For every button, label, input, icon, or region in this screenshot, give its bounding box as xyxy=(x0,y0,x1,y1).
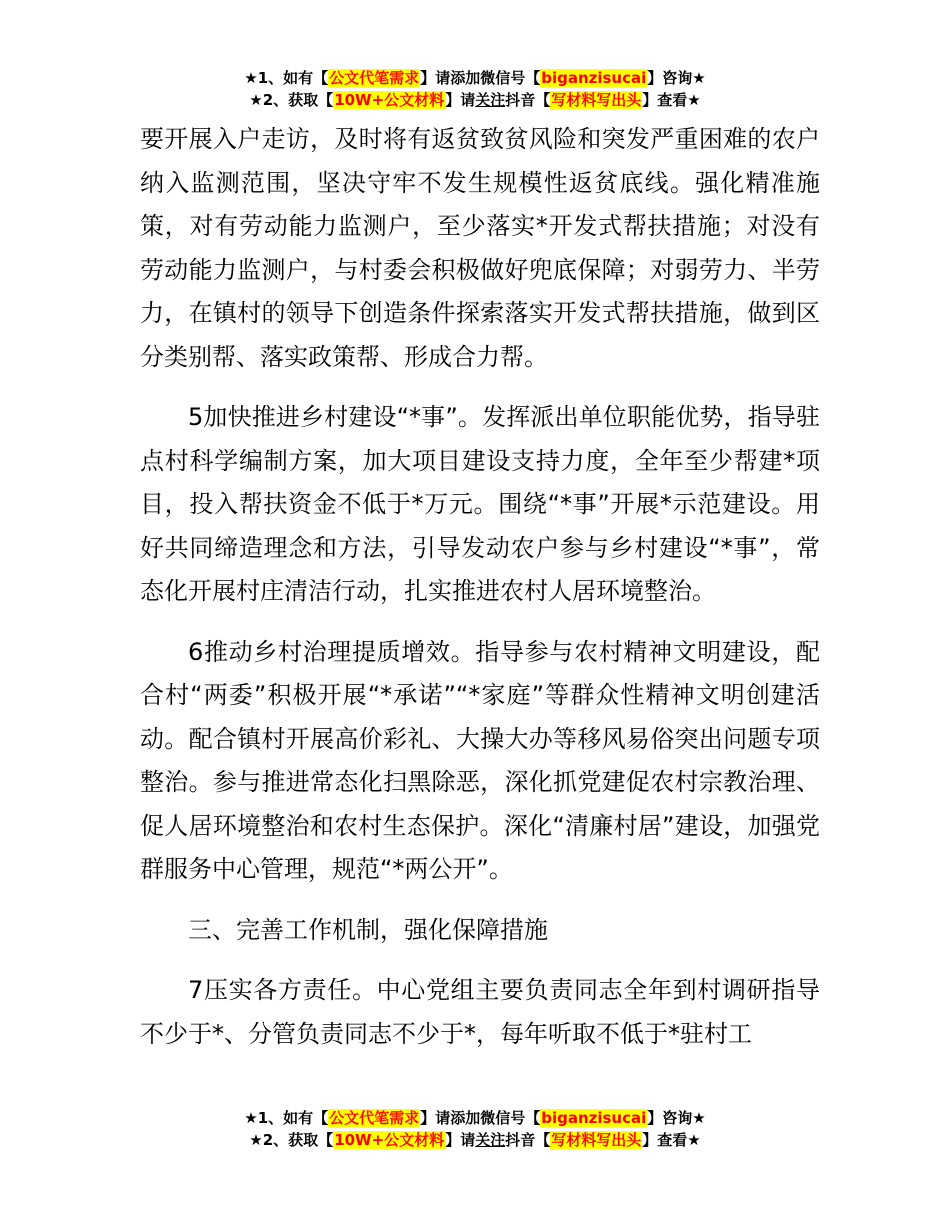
banner-text: ★1、如有【 xyxy=(244,1109,329,1127)
paragraph-7: 7压实各方责任。中心党组主要负责同志全年到村调研指导不少于*、分管负责同志不少于*，每年听取不低于*驻村工 xyxy=(140,976,820,1048)
banner-line-2 xyxy=(0,89,950,111)
banner-text: 】咨询★ xyxy=(647,69,706,87)
banner-line-2 xyxy=(0,1129,950,1151)
footer-banner xyxy=(0,1107,950,1151)
section-heading: 三、完善工作机制，强化保障措施 xyxy=(188,915,548,944)
banner-text: 抖音【 xyxy=(505,91,551,109)
banner-line-1 xyxy=(0,67,950,89)
paragraph-6: 6推动乡村治理提质增效。指导参与农村精神文明建设，配合村“两委”积极开展“*承诺”“*家庭”等群众性精神文明创建活动。配合镇村开展高价彩礼、大操大办等移风易俗突出问题专项整治。参与推进常态化扫黑除恶，深化抓党建促农村宗教治理、促人居环境整治和农村生态保护。深化“清廉村居”建设，加强党群服务中心管理，规范“*两公开”。 xyxy=(140,637,820,883)
banner-text: 】咨询★ xyxy=(647,1109,706,1127)
highlight-service: 公文代笔需求 xyxy=(329,69,420,87)
banner-underlined-text: 关注 xyxy=(475,1131,506,1149)
document-body xyxy=(140,118,820,1073)
banner-text: 】查看★ xyxy=(642,91,701,109)
paragraph-1: 要开展入户走访，及时将有返贫致贫风险和突发严重困难的农户纳入监测范围，坚决守牢不发生规模性返贫底线。强化精准施策，对有劳动能力监测户，至少落实*开发式帮扶措施；对没有劳动能力监测户，与村委会积极做好兜底保障；对弱劳力、半劳力，在镇村的领导下创造条件探索落实开发式帮扶措施，做到区分类别帮、落实政策帮、形成合力帮。 xyxy=(140,125,820,371)
highlight-wechat-id: biganzisucai xyxy=(541,69,647,87)
banner-text: 抖音【 xyxy=(505,1131,551,1149)
banner-text: ★2、获取【 xyxy=(249,1131,334,1149)
header-banner xyxy=(0,67,950,111)
banner-text: 】请 xyxy=(445,1131,476,1149)
banner-line-1 xyxy=(0,1107,950,1129)
highlight-douyin: 写材料写出头 xyxy=(551,1131,642,1149)
banner-text: ★2、获取【 xyxy=(249,91,334,109)
banner-text: 】请添加微信号【 xyxy=(420,1109,541,1127)
banner-text: ★1、如有【 xyxy=(244,69,329,87)
banner-text: 】查看★ xyxy=(642,1131,701,1149)
highlight-wechat-id: biganzisucai xyxy=(541,1109,647,1127)
highlight-douyin: 写材料写出头 xyxy=(551,91,642,109)
banner-text: 】请添加微信号【 xyxy=(420,69,541,87)
highlight-materials: 10W+公文材料 xyxy=(334,1131,445,1149)
banner-underlined-text: 关注 xyxy=(475,91,506,109)
paragraph-5: 5加快推进乡村建设“*事”。发挥派出单位职能优势，指导驻点村科学编制方案，加大项目建设支持力度，全年至少帮建*项目，投入帮扶资金不低于*万元。围绕“*事”开展*示范建设。用好共同缔造理念和方法，引导发动农户参与乡村建设“*事”，常态化开展村庄清洁行动，扎实推进农村人居环境整治。 xyxy=(140,403,820,605)
banner-text: 】请 xyxy=(445,91,476,109)
highlight-service: 公文代笔需求 xyxy=(329,1109,420,1127)
highlight-materials: 10W+公文材料 xyxy=(334,91,445,109)
